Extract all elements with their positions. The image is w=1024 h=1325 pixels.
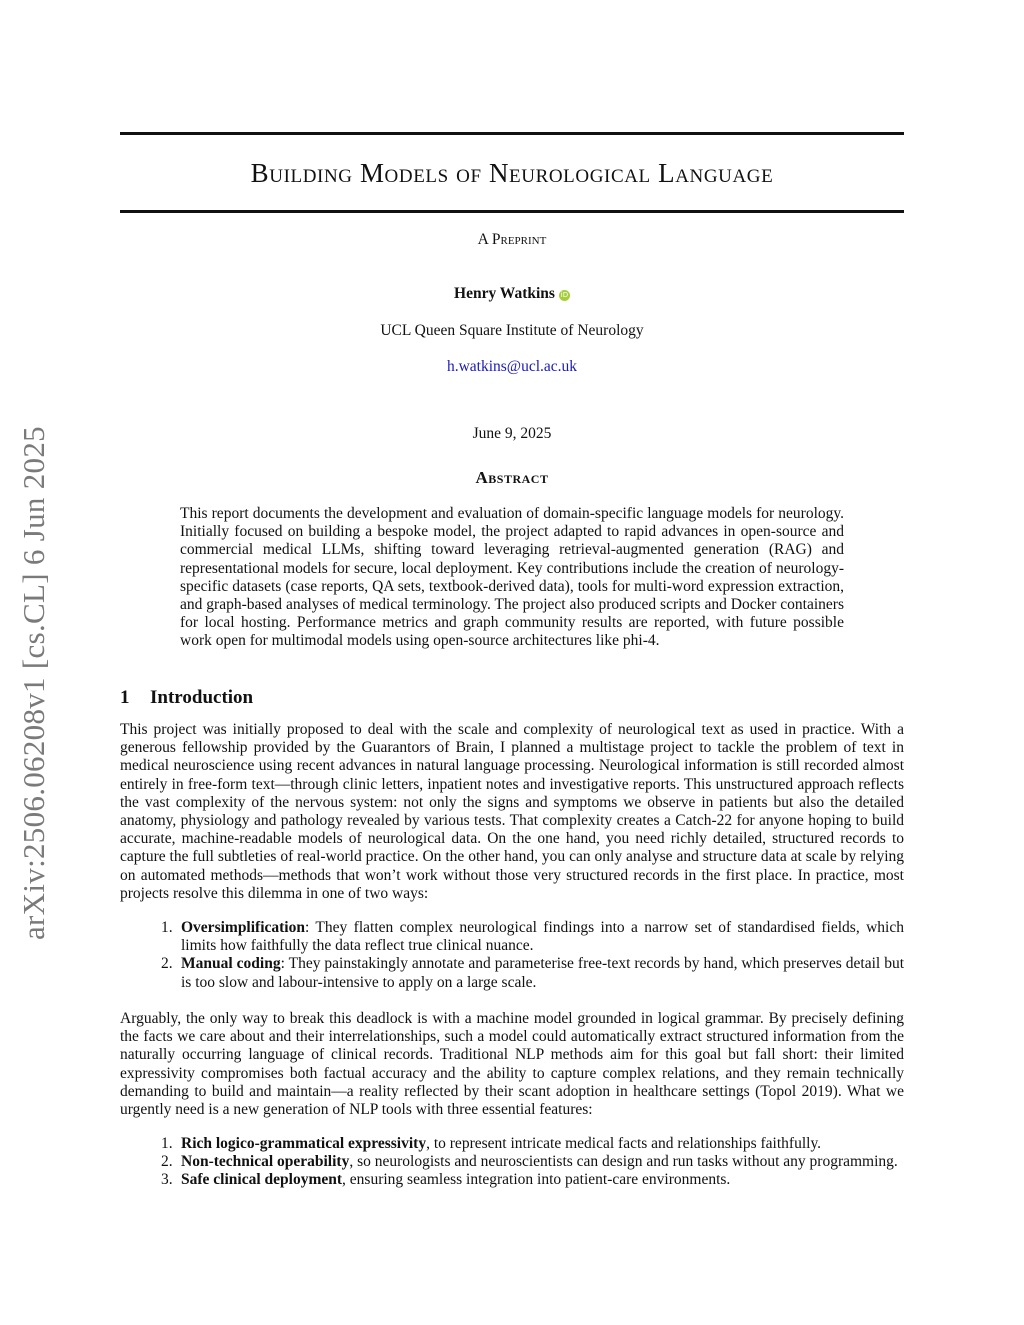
abstract-heading: Abstract <box>475 468 549 487</box>
author-email-link[interactable]: h.watkins@ucl.ac.uk <box>446 358 578 375</box>
list-number: 3. <box>161 1171 173 1189</box>
list-text: : They flatten complex neurological findings into a narrow set of standardised fields, which limits how faithfully the data reflect true clinical nuance. <box>181 919 904 955</box>
title-top-rule <box>120 132 904 135</box>
paper-title: Building Models of Neurological Language <box>250 158 774 188</box>
features-list <box>120 1135 904 1190</box>
list-term: Oversimplification <box>181 919 305 936</box>
paper-date: June 9, 2025 <box>472 425 552 442</box>
orcid-icon[interactable]: iD <box>560 291 569 299</box>
author-name: Henry Watkins <box>454 285 555 302</box>
list-term: Rich logico-grammatical expressivity <box>181 1135 427 1152</box>
list-number: 2. <box>161 955 173 973</box>
list-number: 1. <box>161 1135 173 1152</box>
list-item <box>120 1135 904 1153</box>
list-text: , ensuring seamless integration into patient-care environments. <box>342 1171 731 1189</box>
list-text: , so neurologists and neuroscientists can design and run tasks without any programming. <box>349 1153 898 1171</box>
list-term: Non-technical operability <box>181 1153 350 1171</box>
list-number: 1. <box>161 919 173 936</box>
list-term: Manual coding <box>181 955 281 973</box>
list-item <box>120 919 904 955</box>
title-bottom-rule <box>120 210 904 213</box>
arxiv-identifier: arXiv:2506.06208v1 [cs.CL] 6 Jun 2025 <box>16 426 51 940</box>
author-line <box>120 285 904 303</box>
list-text: : They painstakingly annotate and parameterise free-text records by hand, which preserves detail but is too slow and labour-intensive to apply on a large scale. <box>181 955 904 991</box>
section-number: 1 <box>120 687 130 708</box>
approaches-list <box>120 919 904 992</box>
abstract-text: This report documents the development and evaluation of domain-specific language models for neurology. Initially focused on building a bespoke model, the project adapted to rapid advances in open-source and commercial medical LLMs, shifting toward leveraging retrieval-augmented generation (RAG) and representational models for secure, local deployment. Key contributions include the creation of neurology-specific datasets (case reports, QA sets, textbook-derived data), tools for multi-word expression extraction, and graph-based analyses of medical terminology. The project also produced scripts and Docker containers for local hosting. Performance metrics and graph community results are reported, with future possible work open for multimodal models using open-source architectures like phi-4. <box>180 505 844 650</box>
list-item <box>120 1171 904 1189</box>
section-heading <box>120 687 253 709</box>
section-title: Introduction <box>150 687 254 708</box>
intro-paragraph-2: Arguably, the only way to break this deadlock is with a machine model grounded in logical grammar. By precisely defining the facts we care about and their interrelationships, such a model could automatically extract structured information from the naturally occurring language of clinical records. Traditional NLP methods aim for this goal but fall short: their limited expressivity compromises both factual accuracy and the ability to capture complex relations, and they remain technically demanding to build and maintain—a reality reflected by their scant adoption in healthcare settings (Topol 2019). What we urgently need is a new generation of NLP tools with three essential features: <box>120 1010 904 1119</box>
author-affiliation: UCL Queen Square Institute of Neurology <box>380 322 644 339</box>
preprint-label: A Preprint <box>477 231 547 248</box>
list-term: Safe clinical deployment <box>181 1171 343 1189</box>
list-number: 2. <box>161 1153 173 1171</box>
intro-paragraph-1: This project was initially proposed to deal with the scale and complexity of neurological text as used in practice. With a generous fellowship provided by the Guarantors of Brain, I planned a multistage project to tackle the problem of text in medical neuroscience using recent advances in natural language processing. Neurological information is still recorded almost entirely in free-form text—through clinic letters, inpatient notes and investigative reports. This unstructured approach reflects the vast complexity of the nervous system: not only the signs and symptoms we observe in patients but also the detailed anatomy, physiology and pathology revealed by various tests. That complexity creates a Catch-22 for anyone hoping to build accurate, machine-readable models of neurological data. On the one hand, you need richly detailed, structured records to capture the full subtleties of real-world practice. On the other hand, you can only analyse and structure data at scale by relying on automated methods—methods that won’t work without those very structured records in the first place. In practice, most projects resolve this dilemma in one of two ways: <box>120 721 904 902</box>
list-item <box>120 1153 904 1171</box>
list-text: , to represent intricate medical facts and relationships faithfully. <box>426 1135 822 1152</box>
list-item <box>120 955 904 991</box>
